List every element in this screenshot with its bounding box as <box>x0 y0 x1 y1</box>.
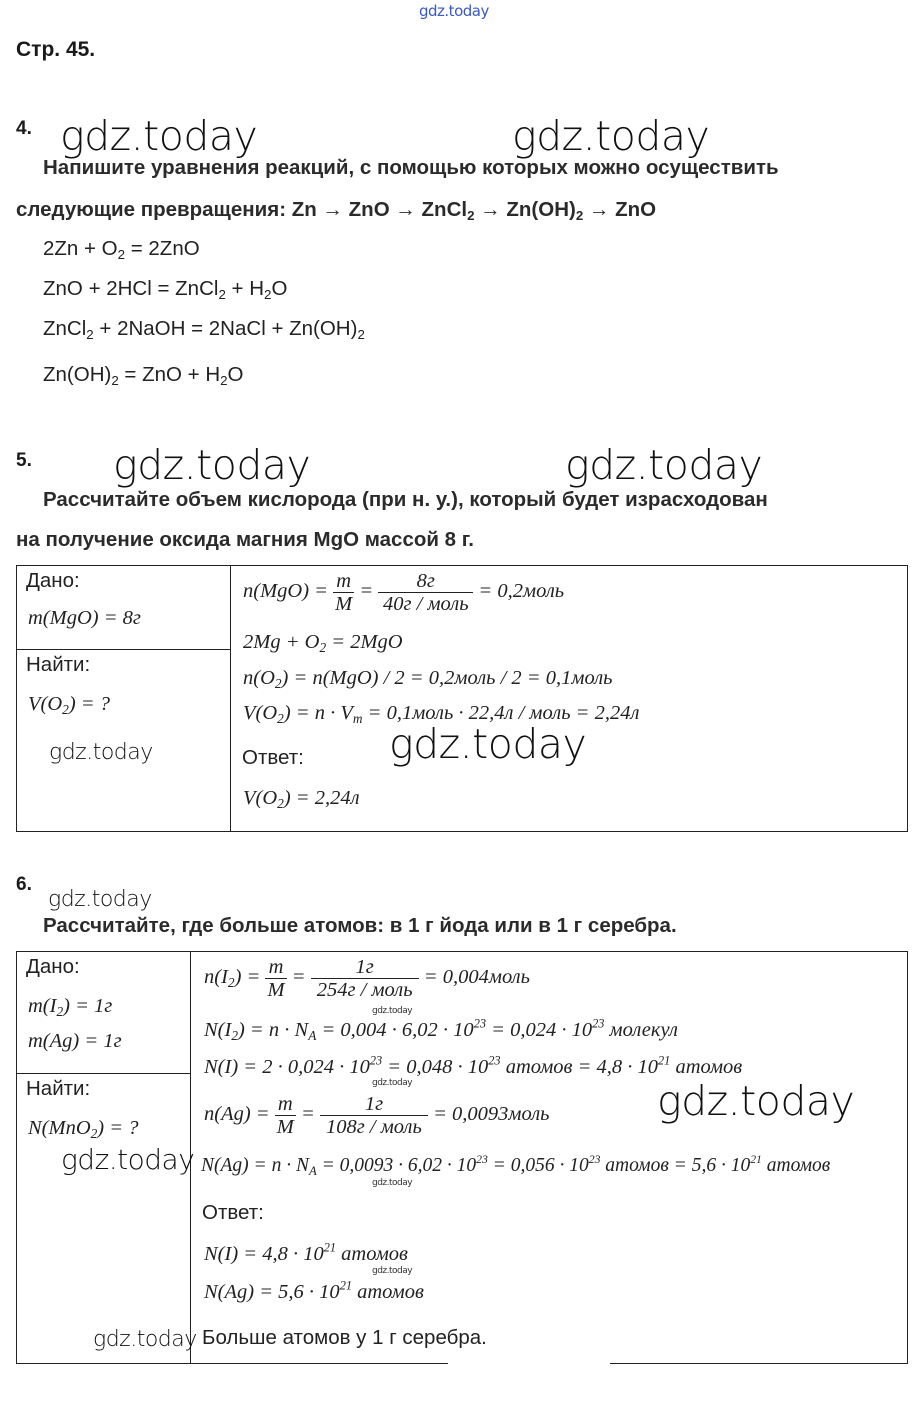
solution-step-3: $n(O_2) = n(MgO) / 2$ = 0,2моль / 2 = 0,1моль <box>243 667 613 691</box>
watermark: gdz.today <box>512 112 710 160</box>
solution-step-2: $2Mg + O_2 = 2MgO$ <box>243 631 403 655</box>
watermark: gdz.today <box>113 441 311 489</box>
answer-label: Ответ: <box>202 1201 264 1224</box>
watermark: gdz.today <box>372 1266 413 1276</box>
given-label: Дано: <box>26 955 80 978</box>
watermark: gdz.today <box>372 1078 413 1088</box>
watermark: gdz.today <box>389 720 587 768</box>
task-5-text-line1: Рассчитайте объем кислорода (при н. у.), который будет израсходован <box>43 488 768 511</box>
task-6-text: Рассчитайте, где больше атомов: в 1 г йода или в 1 г серебра. <box>43 914 677 937</box>
watermark: gdz.today <box>565 441 763 489</box>
task-4-text-line1: Напишите уравнения реакций, с помощью которых можно осуществить <box>43 156 779 179</box>
watermark-top: gdz.today <box>419 2 489 20</box>
watermark: gdz.today <box>49 740 153 765</box>
solution-step-3: $N(I) = 2 \cdot 0,024 \cdot 10^{23} = 0,048 \cdot 10^{23}$ атомов = $4,8 \cdot 10^{21}$ атомов <box>204 1053 743 1078</box>
answer-value-2: $N(Ag) = 5,6 \cdot 10^{21}$ атомов <box>204 1278 424 1303</box>
watermark: gdz.today <box>372 1178 413 1188</box>
watermark: gdz.today <box>657 1077 855 1125</box>
watermark: gdz.today <box>48 887 152 912</box>
find-value: $V(O_2)$ = ? <box>28 693 110 717</box>
solution-step-5: $N(Ag) = n \cdot N_A = 0,0093 \cdot 6,02 \cdot 10^{23} = 0,056 \cdot 10^{23}$ атомов = $5,6 \cdot 10^{21}$ атомов <box>201 1152 831 1178</box>
watermark: gdz.today <box>372 1006 413 1016</box>
solution-step-1: n(MgO) = $\frac{m}{M}$ = $\frac{8г}{\text{40г / моль}}$ = 0,2моль <box>243 570 565 615</box>
equation-1: $2Zn + O_2 = 2ZnO$ <box>43 237 200 262</box>
given-value-1: $m(I_2) = 1г$ <box>28 995 113 1019</box>
task-5-text-line2: на получение оксида магния MgO массой 8 г. <box>16 528 474 551</box>
answer-value: $V(O_2) = 2,24л$ <box>243 787 360 811</box>
answer-value-1: $N(I) = 4,8 \cdot 10^{21}$ атомов <box>204 1240 408 1265</box>
watermark: gdz.today <box>93 1327 197 1352</box>
given-label: Дано: <box>26 569 80 592</box>
task-6-number: 6. <box>16 874 32 895</box>
table-divider <box>16 649 230 650</box>
solution-step-2: $N(I_2) = n \cdot N_A = 0,004 \cdot 6,02 \cdot 10^{23} = 0,024 \cdot 10^{23}$ молекул <box>204 1016 678 1043</box>
table-divider <box>16 1073 190 1074</box>
find-label: Найти: <box>26 653 91 676</box>
solution-step-4: $V(O_2) = n \cdot V_m$ = 0,1моль · 22,4л / моль = 2,24л <box>243 702 640 726</box>
solution-step-4: n(Ag) = $\frac{m}{M}$ = $\frac{1г}{\text{108г / моль}}$ = 0,0093моль <box>204 1093 550 1138</box>
task-4-text-line2: следующие превращения: Zn → ZnO → ZnCl$_2$ → $Zn(OH)_2$ → ZnO <box>16 198 657 223</box>
solution-step-1: $n(I_2)$ = $\frac{m}{M}$ = $\frac{1г}{\text{254г / моль}}$ = 0,004моль <box>204 956 530 1001</box>
equation-2: ZnO + 2HCl = ZnCl$_2$ + $H_2O$ <box>43 277 288 302</box>
equation-4: $Zn(OH)_2$ = ZnO + $H_2O$ <box>43 363 244 388</box>
task-4-number: 4. <box>16 118 32 139</box>
conclusion: Больше атомов у 1 г серебра. <box>202 1326 487 1349</box>
table-divider <box>230 565 231 831</box>
watermark: gdz.today <box>61 1143 195 1176</box>
given-value: m(MgO) = 8г <box>28 607 141 629</box>
find-value: N(MnO$_2$) = ? <box>28 1117 139 1141</box>
page-label: Стр. 45. <box>16 38 96 61</box>
task-5-number: 5. <box>16 450 32 471</box>
answer-label: Ответ: <box>242 746 304 769</box>
given-value-2: m(Ag) = 1г <box>28 1030 122 1052</box>
table-bottom-border <box>610 1363 907 1364</box>
table-bottom-border <box>16 1363 448 1364</box>
watermark: gdz.today <box>60 112 258 160</box>
equation-3: ZnCl$_2$ + 2NaOH = 2NaCl + $Zn(OH)_2$ <box>43 317 365 342</box>
find-label: Найти: <box>26 1077 91 1100</box>
